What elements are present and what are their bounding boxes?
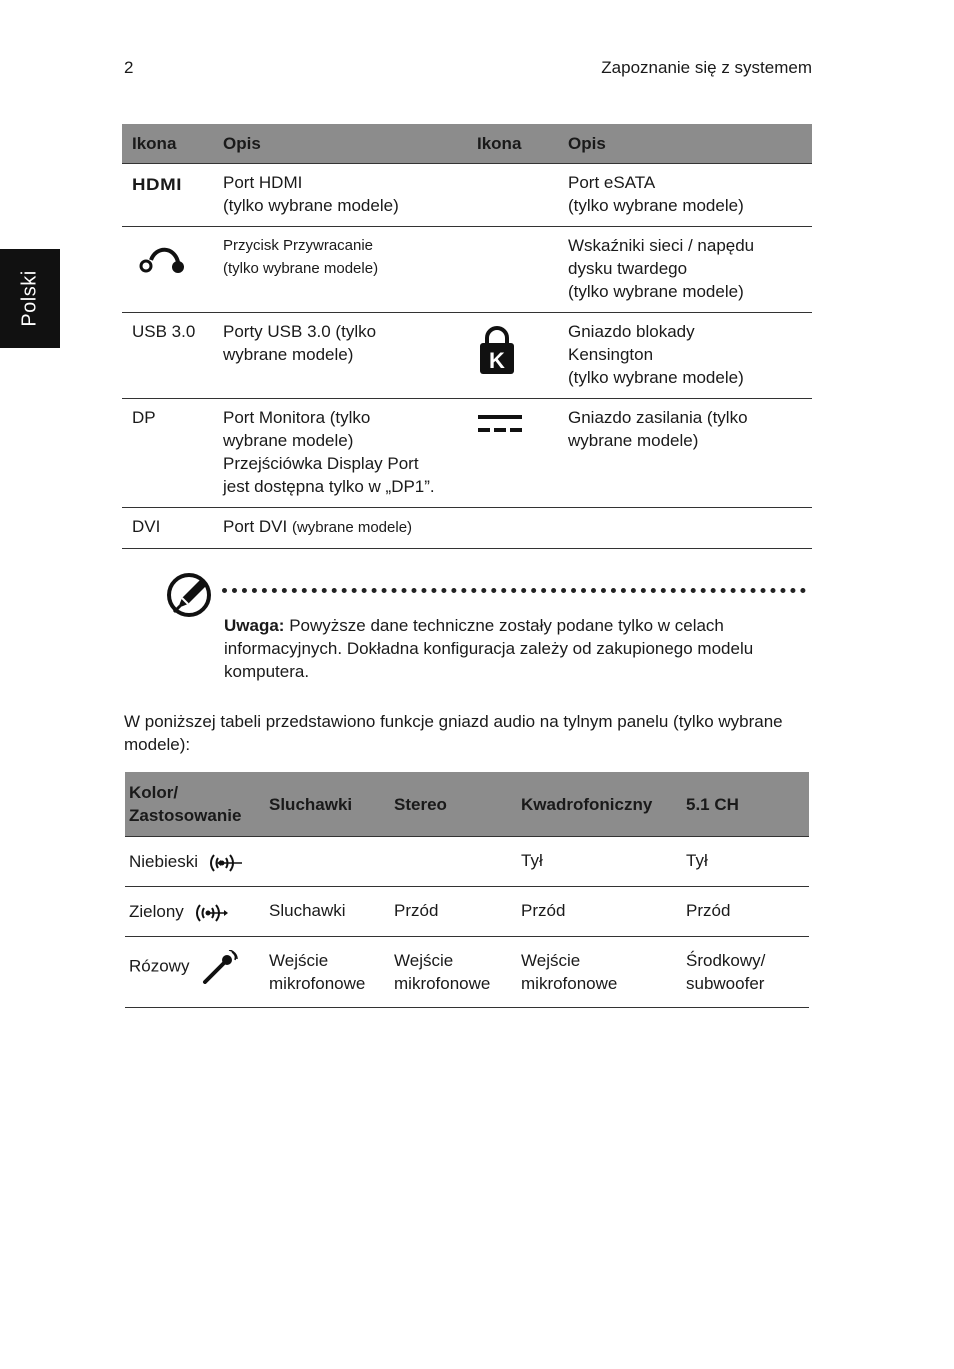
description-header: Opis [558, 124, 812, 164]
headphones-cell: Sluchawki [265, 887, 390, 937]
table-row [122, 164, 812, 227]
headphones-header: Sluchawki [265, 772, 390, 837]
icon-cell [122, 164, 213, 227]
icon-header: Ikona [122, 124, 213, 164]
icon-cell [467, 508, 558, 549]
table-row [125, 837, 809, 887]
line-in-icon [209, 852, 243, 874]
icon-header: Ikona [467, 124, 558, 164]
quadraphonic-cell: Przód [517, 887, 682, 937]
description-cell [213, 508, 467, 549]
surround-cell: Tył [682, 837, 809, 887]
language-tab-label: Polski [18, 270, 41, 327]
page-number: 2 [124, 58, 134, 77]
description-cell: Port HDMI (tylko wybrane modele) [213, 164, 467, 227]
table-row [122, 508, 812, 549]
note-pen-icon [166, 572, 214, 618]
headphones-cell [265, 837, 390, 887]
color-cell [125, 837, 265, 887]
audio-table [125, 772, 809, 1008]
icon-cell [467, 313, 558, 399]
language-tab [0, 249, 60, 348]
dc-power-icon [477, 410, 523, 438]
description-cell: Port eSATA (tylko wybrane modele) [558, 164, 812, 227]
stereo-cell: Wejście mikrofonowe [390, 937, 517, 1008]
stereo-cell [390, 837, 517, 887]
note-paragraph [224, 614, 784, 683]
chapter-title: Zapoznanie się z systemem [601, 58, 812, 77]
description-cell [213, 227, 467, 313]
icon-cell [467, 164, 558, 227]
icon-cell: DP [122, 399, 213, 508]
color-cell [125, 887, 265, 937]
description-header: Opis [213, 124, 467, 164]
surround-cell: Przód [682, 887, 809, 937]
quadraphonic-header: Kwadrofoniczny [517, 772, 682, 837]
audio-intro-paragraph: W poniższej tabeli przedstawiono funkcje gniazd audio na tylnym panelu (tylko wybrane modele): [124, 712, 783, 754]
table-row [122, 227, 812, 313]
headphones-cell: Wejście mikrofonowe [265, 937, 390, 1008]
surround-cell: Środkowy/ subwoofer [682, 937, 809, 1008]
dvi-port-note: (wybrane modele) [291, 519, 413, 536]
table-row [125, 887, 809, 937]
table-row [125, 937, 809, 1008]
stereo-header: Stereo [390, 772, 517, 837]
description-cell: Porty USB 3.0 (tylko wybrane modele) [213, 313, 467, 399]
kensington-lock-icon [477, 326, 517, 376]
note-label: Uwaga: [224, 616, 285, 635]
icon-cell: DVI [122, 508, 213, 549]
description-cell: Port Monitora (tylko wybrane modele) Przejściówka Display Port jest dostępna tylko w „DP1”. [213, 399, 467, 508]
table-row [122, 313, 812, 399]
hdmi-logo: HDMI [132, 175, 182, 194]
color-usage-header: Kolor/ Zastosowanie [125, 772, 265, 837]
note-body: Powyższe dane techniczne zostały podane tylko w celach informacyjnych. Dokładna konfiguracja zależy od zakupionego modelu komputera. [224, 616, 754, 681]
description-cell [558, 508, 812, 549]
restore-icon [136, 240, 188, 280]
color-label: Zielony [129, 902, 184, 921]
icon-cell [122, 227, 213, 313]
icon-cell: USB 3.0 [122, 313, 213, 399]
color-label: Niebieski [129, 852, 198, 871]
restore-button-title: Przycisk Przywracanie (tylko wybrane modele) [223, 237, 379, 277]
quadraphonic-cell: Wejście mikrofonowe [517, 937, 682, 1008]
surround-header: 5.1 CH [682, 772, 809, 837]
quadraphonic-cell: Tył [517, 837, 682, 887]
microphone-icon [202, 950, 238, 984]
description-cell: Gniazdo blokady Kensington (tylko wybrane modele) [558, 313, 812, 399]
description-cell: Wskaźniki sieci / napędu dysku twardego (tylko wybrane modele) [558, 227, 812, 313]
table-row [122, 399, 812, 508]
dvi-port-label: Port DVI [223, 517, 288, 536]
description-cell: Gniazdo zasilania (tylko wybrane modele) [558, 399, 812, 508]
stereo-cell: Przód [390, 887, 517, 937]
icon-cell [467, 227, 558, 313]
icon-cell [467, 399, 558, 508]
color-cell [125, 937, 265, 1008]
note-divider [222, 588, 806, 593]
icon-table [122, 124, 812, 549]
svg-text:K: K [489, 348, 505, 373]
line-out-icon [195, 902, 229, 924]
color-label: Rózowy [129, 956, 190, 976]
